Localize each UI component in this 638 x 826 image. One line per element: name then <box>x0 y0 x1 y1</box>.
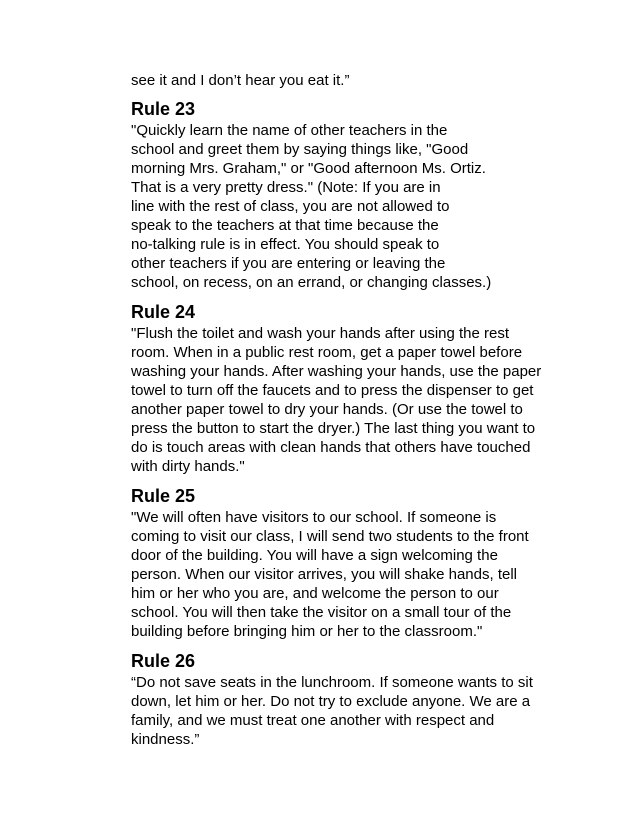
rule-24-line: room. When in a public rest room, get a paper towel before <box>131 344 523 361</box>
rule-24-line: "Flush the toilet and wash your hands after using the rest <box>131 325 510 342</box>
intro-line: see it and I don’t hear you eat it.” <box>131 72 350 89</box>
rule-23-line: no-talking rule is in effect. You should speak to <box>131 236 440 253</box>
rule-25-line: school. You will then take the visitor on a small tour of the <box>131 604 512 621</box>
rule-26-line: family, and we must treat one another with respect and <box>131 712 495 729</box>
rule-25-section <box>131 486 571 641</box>
rule-23-line: line with the rest of class, you are not allowed to <box>131 198 450 215</box>
rule-24-line: with dirty hands." <box>131 458 245 475</box>
rule-23-line: school, on recess, on an errand, or changing classes.) <box>131 274 492 291</box>
rule-23-line: That is a very pretty dress." (Note: If you are in <box>131 179 441 196</box>
rule-26-heading: Rule 26 <box>131 651 196 671</box>
rule-24-section <box>131 302 571 476</box>
rule-23-section <box>131 99 571 292</box>
rule-26-line: kindness.” <box>131 731 200 748</box>
rule-25-line: building before bringing him or her to the classroom." <box>131 623 483 640</box>
rule-25-line: door of the building. You will have a sign welcoming the <box>131 547 498 564</box>
rule-25-heading: Rule 25 <box>131 486 196 506</box>
rule-24-line: towel to turn off the faucets and to press the dispenser to get <box>131 382 534 399</box>
rule-25-line: him or her who you are, and welcome the person to our <box>131 585 499 602</box>
rule-24-line: another paper towel to dry your hands. (Or use the towel to <box>131 401 523 418</box>
rule-26-section <box>131 651 571 749</box>
rule-23-heading: Rule 23 <box>131 99 196 119</box>
rule-24-line: do is touch areas with clean hands that others have touched <box>131 439 531 456</box>
rule-24-line: press the button to start the dryer.) The last thing you want to <box>131 420 536 437</box>
intro-paragraph <box>131 71 571 90</box>
rule-25-line: coming to visit our class, I will send two students to the front <box>131 528 529 545</box>
rule-26-line: down, let him or her. Do not try to exclude anyone. We are a <box>131 693 531 710</box>
rule-23-line: other teachers if you are entering or leaving the <box>131 255 446 272</box>
document-page <box>131 71 571 759</box>
rule-24-line: washing your hands. After washing your hands, use the paper <box>131 363 542 380</box>
rule-26-line: “Do not save seats in the lunchroom. If someone wants to sit <box>131 674 533 691</box>
rule-23-line: morning Mrs. Graham," or "Good afternoon Ms. Ortiz. <box>131 160 486 177</box>
rule-24-heading: Rule 24 <box>131 302 196 322</box>
rule-23-line: speak to the teachers at that time because the <box>131 217 439 234</box>
rule-23-line: "Quickly learn the name of other teachers in the <box>131 122 448 139</box>
rule-23-line: school and greet them by saying things like, "Good <box>131 141 469 158</box>
rule-25-line: person. When our visitor arrives, you will shake hands, tell <box>131 566 518 583</box>
rule-25-line: "We will often have visitors to our school. If someone is <box>131 509 497 526</box>
